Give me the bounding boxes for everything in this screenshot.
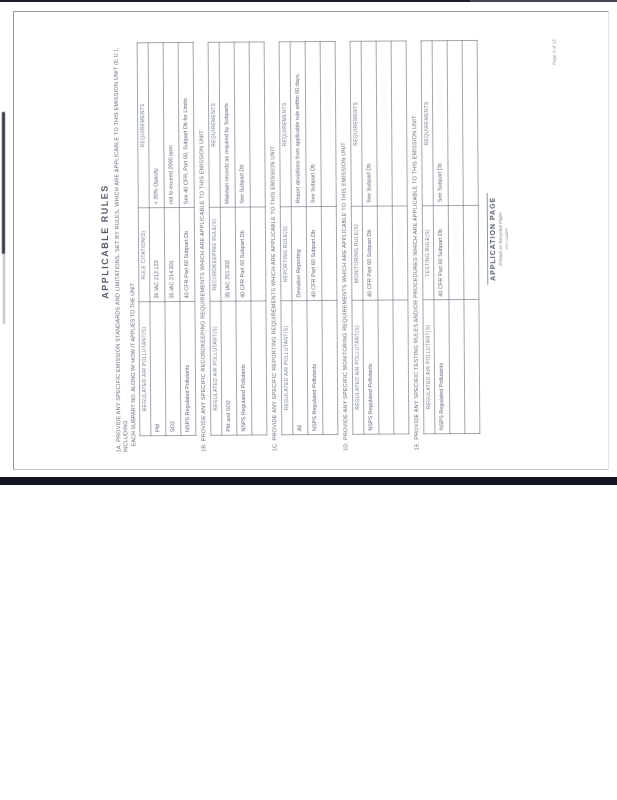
- cell-pollutant: [378, 300, 394, 434]
- cell-requirement: See 40 CFR, Part 60, Subpart Db for Limits: [178, 42, 194, 207]
- cell-requirement: not to exceed 2000 ppm: [163, 43, 179, 208]
- table-row: [462, 40, 480, 433]
- column-header-pollutant: REGULATED AIR POLLUTANT(S): [281, 301, 293, 435]
- cell-rule: 35 IAC 212.123: [149, 208, 165, 302]
- cell-pollutant: [464, 300, 480, 434]
- scan-artifact-streak: [2, 112, 5, 254]
- cell-rule: 40 CFR Part 60 Subpart Db: [179, 207, 195, 301]
- cell-pollutant: NSPS Regulated Pollutants: [236, 301, 252, 435]
- section-heading: 1C. PROVIDE ANY SPECIFIC REPORTING REQUIREMENTS WHICH ARE APPLICABLE TO THIS EMISSION UNIT: [270, 145, 279, 452]
- section-heading: 1D. PROVIDE ANY SPECIFIC MONITORING REQUIREMENTS WHICH ARE APPLICABLE TO THIS EMISSION UNIT: [341, 142, 350, 451]
- section-monitoring: [340, 14, 409, 464]
- section-heading: 1E. PROVIDE ANY SPECIFIC TESTING RULES AND/OR PROCEDURES WHICH ARE APPLICABLE TO THIS EMISSION UNIT: [412, 115, 421, 451]
- section-reporting: [269, 15, 338, 465]
- column-header-rule: RULE CITATION(S): [138, 208, 150, 302]
- cell-requirement: See Subpart Db: [305, 42, 321, 207]
- cell-rule: [321, 206, 337, 300]
- table-row: [249, 42, 267, 435]
- cell-pollutant: SO2: [165, 302, 181, 436]
- column-header-rule: REPORTING RULE(S): [280, 207, 292, 301]
- scan-edge-line-top-fade: [470, 0, 617, 2]
- column-header-requirements: REQUIREMENTS: [421, 41, 433, 206]
- cell-requirement: See Subpart Db: [361, 41, 377, 206]
- cell-pollutant: NSPS Regulated Pollutants: [180, 302, 196, 436]
- section-emission-standards: [113, 16, 196, 467]
- table-row: [178, 42, 196, 435]
- emission-standards-table: [137, 42, 197, 436]
- cell-pollutant: [449, 300, 465, 434]
- cell-requirement: See Subpart Db: [234, 42, 250, 207]
- cell-requirement: [376, 41, 392, 206]
- cell-pollutant: [393, 300, 409, 434]
- cell-pollutant: PM and SO2: [221, 302, 237, 436]
- cell-requirement: [447, 41, 463, 206]
- cell-rule: [377, 206, 393, 300]
- cell-rule: 40 CFR Part 60 Subpart Db: [362, 206, 378, 300]
- cell-requirement: [462, 40, 478, 205]
- cell-rule: [250, 207, 266, 301]
- cell-pollutant: NSPS Regulated Pollutants: [363, 301, 379, 435]
- reporting-table: [279, 41, 339, 435]
- cell-requirement: [391, 41, 407, 206]
- cell-rule: 40 CFR Part 60 Subpart Db: [235, 207, 251, 301]
- cell-rule: [392, 206, 408, 300]
- cell-pollutant: NSPS Regulated Pollutants: [307, 301, 323, 435]
- column-header-rule: TESTING RULE(S): [422, 206, 434, 300]
- column-header-requirements: REQUIREMENTS: [279, 42, 291, 207]
- column-header-rule: MONITORING RULE(S): [351, 206, 363, 300]
- cell-pollutant: NSPS Regulated Pollutants: [434, 300, 450, 434]
- cell-rule: 40 CFR Part 60 Subpart Db: [433, 206, 449, 300]
- cell-requirement: Maintain records as required by Subparts: [219, 42, 235, 207]
- recordkeeping-table: [208, 41, 268, 435]
- cell-rule: Deviation Reporting: [291, 207, 307, 301]
- column-header-requirements: REQUIREMENTS: [208, 42, 220, 207]
- section-heading: 1B. PROVIDE ANY SPECIFIC RECORDKEEPING REQUIREMENTS WHICH ARE APPLICABLE TO THIS EMISSION UNIT: [199, 130, 208, 452]
- column-header-pollutant: REGULATED AIR POLLUTANT(S): [139, 302, 151, 436]
- monitoring-table: [350, 40, 410, 434]
- footer-title: APPLICATION PAGE: [489, 196, 498, 281]
- cell-pollutant: All: [292, 301, 308, 435]
- footer-form-number: 297-CAAPP: [503, 227, 510, 250]
- cell-rule: [463, 206, 479, 300]
- cell-rule: 35 IAC 201.302: [220, 207, 236, 301]
- column-header-requirements: REQUIREMENTS: [137, 43, 149, 208]
- cell-pollutant: [251, 301, 267, 435]
- cell-rule: [448, 206, 464, 300]
- cell-rule: 40 CFR Part 60 Subpart Db: [306, 207, 322, 301]
- cell-rule: 35 IAC 214.301: [164, 208, 180, 302]
- table-row: [320, 41, 338, 434]
- rotated-document: [88, 13, 561, 466]
- column-header-pollutant: REGULATED AIR POLLUTANT(S): [210, 302, 222, 436]
- cell-requirement: See Subpart Db: [432, 41, 448, 206]
- section-testing: [411, 14, 480, 464]
- testing-table: [421, 40, 481, 434]
- scan-edge-line-bottom: [0, 477, 617, 485]
- section-heading: 1A. PROVIDE ANY SPECIFIC EMISSION STANDARDS AND LIMITATIONS, SET BY RULES, WHICH ARE APPLICABLE TO THIS EMISSION UNIT (E.U.), INCLUDING: [113, 47, 130, 453]
- column-header-rule: RECORDKEEPING RULE(S): [209, 207, 221, 301]
- footer-divider: [487, 193, 489, 285]
- cell-requirement: [320, 41, 336, 206]
- footer-recycled-note: Printed on Recycled Paper: [497, 211, 504, 266]
- table-row: [391, 41, 409, 434]
- page-number: Page 3 of 13: [551, 39, 557, 65]
- scan-artifact-streak-faint: [3, 254, 5, 324]
- column-header-pollutant: REGULATED AIR POLLUTANT(S): [352, 301, 364, 435]
- column-header-requirements: REQUIREMENTS: [350, 41, 362, 206]
- cell-requirement: < 30% Opacity: [148, 43, 164, 208]
- document-title: APPLICABLE RULES: [99, 184, 111, 299]
- cell-pollutant: [322, 301, 338, 435]
- section-recordkeeping: [198, 15, 267, 465]
- document-footer: [485, 14, 510, 464]
- cell-pollutant: PM: [150, 302, 166, 436]
- cell-requirement: [249, 42, 265, 207]
- section-heading-line2: EACH SUBPART NO. ALONG W/ HOW IT APPLIES TO THE UNIT: [130, 282, 138, 447]
- column-header-pollutant: REGULATED AIR POLLUTANT(S): [423, 300, 435, 434]
- cell-requirement: Report deviations from applicable rule within 60 days,: [290, 42, 306, 207]
